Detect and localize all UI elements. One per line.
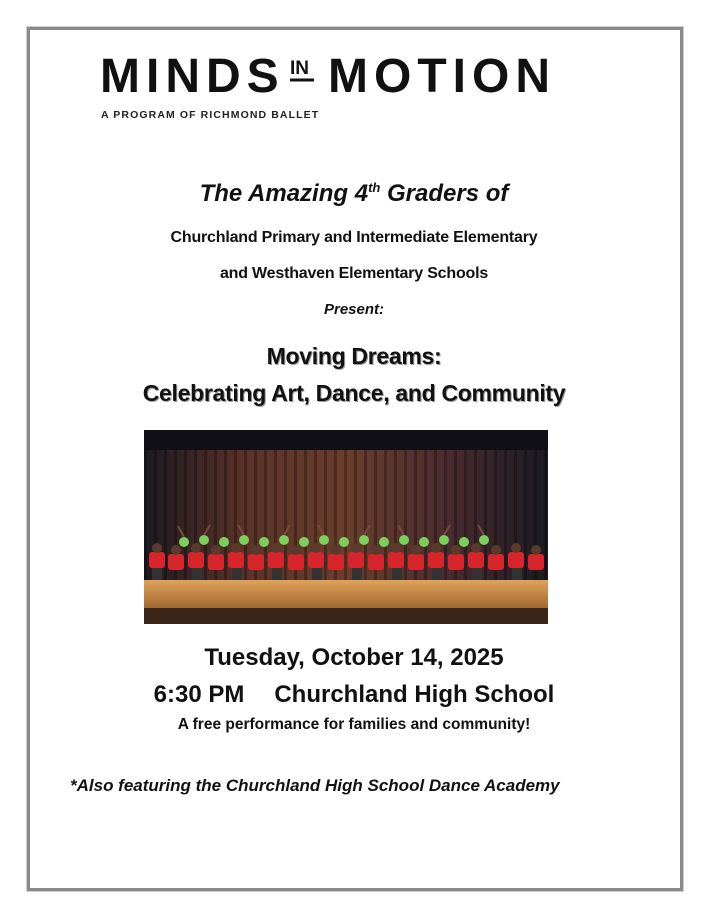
featuring-note: *Also featuring the Churchland High School Dance Academy: [70, 776, 560, 795]
intro-line-2: Churchland Primary and Intermediate Elementary: [170, 229, 538, 246]
intro-present: Present:: [323, 301, 385, 318]
stage-performance-photo: [144, 430, 548, 624]
logo-in: IN: [290, 58, 309, 79]
logo-minds: MINDS: [100, 50, 285, 98]
intro-line-1: The Amazing 4th Graders of: [199, 180, 509, 207]
logo-tagline: A PROGRAM OF RICHMOND BALLET: [101, 109, 320, 121]
intro-line-3: and Westhaven Elementary Schools: [219, 265, 489, 282]
event-date: Tuesday, October 14, 2025: [204, 644, 504, 671]
minds-in-motion-logo: [100, 50, 605, 98]
logo-motion: MOTION: [328, 50, 556, 98]
show-title-line-2: Celebrating Art, Dance, and Community: [142, 380, 566, 406]
event-time-venue: [0, 681, 708, 709]
event-time: 6:30 PM: [153, 681, 245, 708]
event-venue: Churchland High School: [274, 681, 555, 708]
event-note: A free performance for families and community!: [177, 716, 531, 733]
show-title-line-1: Moving Dreams:: [266, 343, 442, 369]
